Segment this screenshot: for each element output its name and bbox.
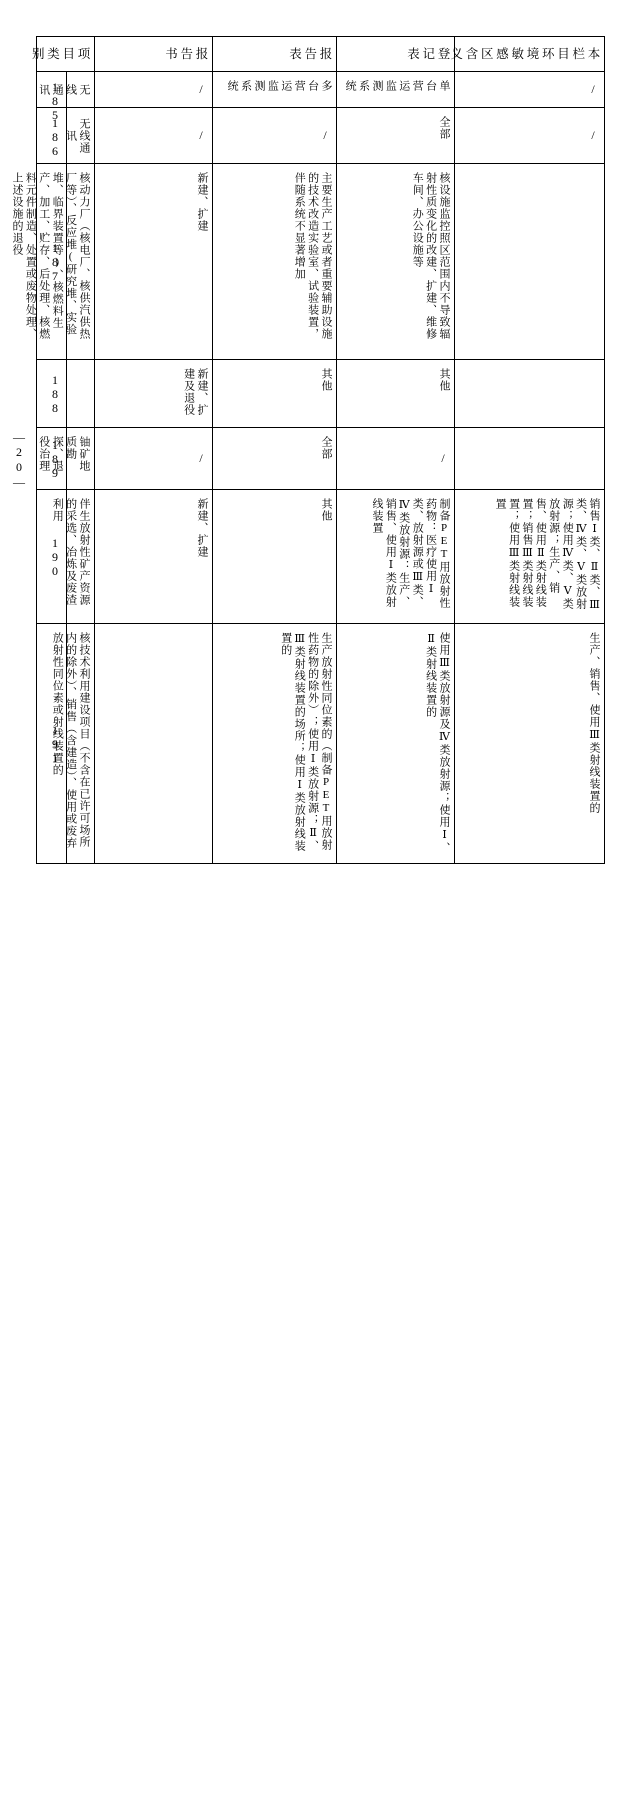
row-report-form: 生产放射性同位素的（制备PET用放射性药物的除外）；使用Ⅰ类放射源；Ⅱ、Ⅲ类射线装置的场所；使用Ⅰ类放射线装置的 [213,624,337,864]
row-registration: 制备PET用放射性药物：医疗使用Ⅰ类、放射源或Ⅲ类、Ⅳ类放射源：生产、销售、使用Ⅰ类放射线装置 [337,490,455,624]
row-number: 189 [37,428,67,490]
table-row [37,72,605,108]
table-row [37,164,605,360]
row-note [455,164,605,360]
row-report-items: 新建、扩建 [95,164,213,360]
table-row [37,108,605,164]
table-row [37,624,605,864]
row-report-form: 主要生产工艺或者重要辅助设施的技术改造实验室、试验装置，伴随系统不显著增加 [213,164,337,360]
row-report-items: 新建、扩建 [95,490,213,624]
header-report-form-label: 报告表 [287,46,332,62]
row-note [455,360,605,428]
row-number: 186 [37,108,67,164]
row-note: / [455,72,605,108]
row-note: / [455,108,605,164]
table-row [37,490,605,624]
table-row [37,360,605,428]
row-report-form: / [213,108,337,164]
row-registration: / [337,428,455,490]
row-registration: 其他 [337,360,455,428]
row-registration: 单台营运监测系统 [337,72,455,108]
header-report-items-label: 报告书 [163,46,208,62]
header-note [448,37,605,72]
header-note-label: 本栏目环境敏感区含义 [448,46,600,62]
row-number: 191 [37,624,67,864]
row-report-items: / [95,72,213,108]
row-number: 185 [37,72,67,108]
page-number: —20— [12,430,26,490]
table-header-row [37,37,605,72]
table-row [37,428,605,490]
row-registration: 全部 [337,108,455,164]
row-report-form: 其他 [213,360,337,428]
row-report-items: 新建、扩建及退役 [95,360,213,428]
header-category-label: 项目类别 [30,46,90,62]
row-registration: 使用Ⅲ类放射源及Ⅳ类放射源；使用Ⅰ、Ⅱ类射线装置的 [337,624,455,864]
row-report-items: / [95,428,213,490]
row-report-form: 全部 [213,428,337,490]
header-category [30,37,95,72]
row-report-items: / [95,108,213,164]
row-number: 188 [37,360,67,428]
row-category: 核技术利用建设项目（不含在已许可场所内的除外）、销售（含建造）、使用或废弃放射性同位素或射线装置的 [67,624,95,864]
row-report-form: 多台营运监测系统 [213,72,337,108]
row-category: 伴生放射性矿产资源的采选、冶炼及废渣利用 [67,490,95,624]
row-note: 生产、销售、使用Ⅲ类射线装置的 [455,624,605,864]
row-note: 销售Ⅰ类、Ⅱ类、Ⅲ类、Ⅳ类、Ⅴ类放射源；使用Ⅳ类、Ⅴ类放射源；生产、销售、使用Ⅱ类射线装置；销售Ⅲ类射线装置；使用Ⅲ类射线装置 [455,490,605,624]
header-registration-label: 登记表 [405,46,450,62]
row-category: 铀矿地质勘探、退役治理 [67,428,95,490]
row-report-items [95,624,213,864]
row-registration: 核设施监控照区范围内不导致辐射性质变化的改建、扩建、维修车间、办公设施等 [337,164,455,360]
header-registration [337,37,455,72]
row-number: 190 [37,490,67,624]
row-category: 无线通讯 [67,108,95,164]
row-report-form: 其他 [213,490,337,624]
row-note [455,428,605,490]
header-report-form [213,37,337,72]
row-category: 无线通讯 [67,72,95,108]
row-category: 核动力厂（核电厂、核供汽供热厂等）、反应堆(研究堆、实验堆、临界装置等)、核燃料生产、加工、贮存、后处理、核燃料元件制造、处置或废物处理、上述设施的退役 [67,164,95,360]
row-number: 187 [37,164,67,360]
header-report-items [95,37,213,72]
row-category [67,360,95,428]
